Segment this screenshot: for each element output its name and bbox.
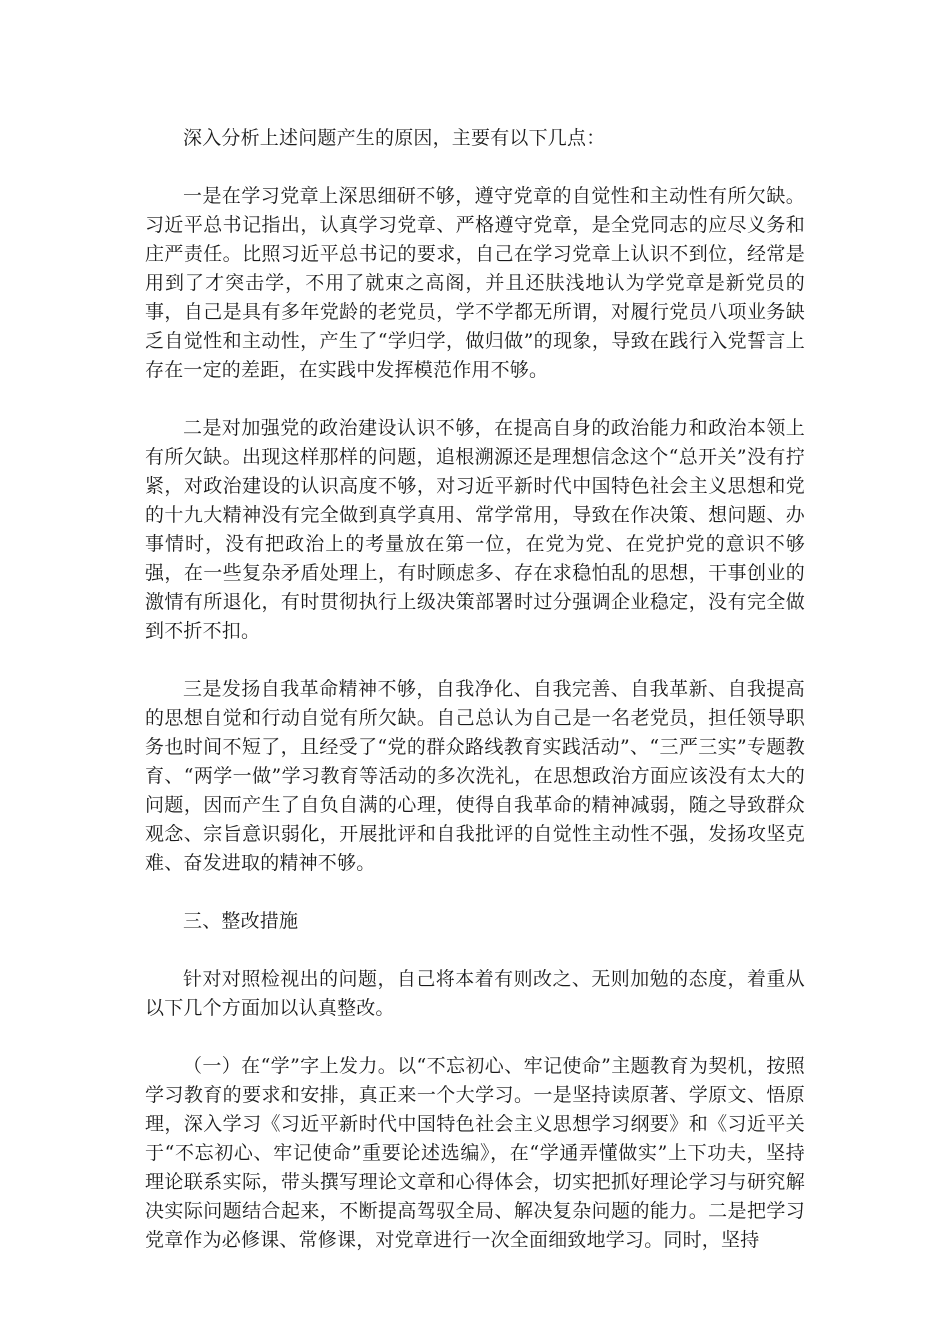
paragraph-cause-three: 三是发扬自我革命精神不够，自我净化、自我完善、自我革新、自我提高的思想自觉和行动自觉有所欠缺。自己总认为自己是一名老党员，担任领导职务也时间不短了，且经受了“党的群众路线教育实践活动”、“三严三实”专题教育、“两学一做”学习教育等活动的多次洗礼，在思想政治方面应该没有太大的问题，因而产生了自负自满的心理，使得自我革命的精神减弱，随之导致群众观念、宗旨意识弱化，开展批评和自我批评的自觉性主动性不强，发扬攻坚克难、奋发进取的精神不够。	[145, 678, 805, 874]
paragraph-cause-two: 二是对加强党的政治建设认识不够，在提高自身的政治能力和政治本领上有所欠缺。出现这样那样的问题，追根溯源还是理想信念这个“总开关”没有拧紧，对政治建设的认识高度不够，对习近平新时代中国特色社会主义思想和党的十九大精神没有完全做到真学真用、常学常用，导致在作决策、想问题、办事情时，没有把政治上的考量放在第一位，在党为党、在党护党的意识不够强，在一些复杂矛盾处理上，有时顾虑多、存在求稳怕乱的思想，干事创业的激情有所退化，有时贯彻执行上级决策部署时过分强调企业稳定，没有完全做到不折不扣。	[145, 417, 805, 642]
paragraph-cause-one: 一是在学习党章上深思细研不够，遵守党章的自觉性和主动性有所欠缺。习近平总书记指出，认真学习党章、严格遵守党章，是全党同志的应尽义务和庄严责任。比照习近平总书记的要求，自己在学习党章上认识不到位，经常是用到了才突击学，不用了就束之高阁，并且还肤浅地认为学党章是新党员的事，自己是具有多年党龄的老党员，学不学都无所谓，对履行党员八项业务缺乏自觉性和主动性，产生了“学归学，做归做”的现象，导致在践行入党誓言上存在一定的差距，在实践中发挥模范作用不够。	[145, 185, 805, 381]
paragraph-causes-intro: 深入分析上述问题产生的原因，主要有以下几点：	[183, 127, 606, 149]
paragraph-measure-one: （一）在“学”字上发力。以“不忘初心、牢记使命”主题教育为契机，按照学习教育的要求和安排，真正来一个大学习。一是坚持读原著、学原文、悟原理，深入学习《习近平新时代中国特色社会主义思想学习纲要》和《习近平关于“不忘初心、牢记使命”重要论述选编》，在“学通弄懂做实”上下功夫，坚持理论联系实际，带头撰写理论文章和心得体会，切实把抓好理论学习与研究解决实际问题结合起来，不断提高驾驭全局、解决复杂问题的能力。二是把学习党章作为必修课、常修课，对党章进行一次全面细致地学习。同时，坚持	[145, 1055, 805, 1251]
section-heading-rectification: 三、整改措施	[183, 910, 299, 932]
document-body	[145, 124, 805, 1284]
paragraph-rectification-intro: 针对对照检视出的问题，自己将本着有则改之、无则加勉的态度，着重从以下几个方面加以认真整改。	[145, 968, 805, 1019]
